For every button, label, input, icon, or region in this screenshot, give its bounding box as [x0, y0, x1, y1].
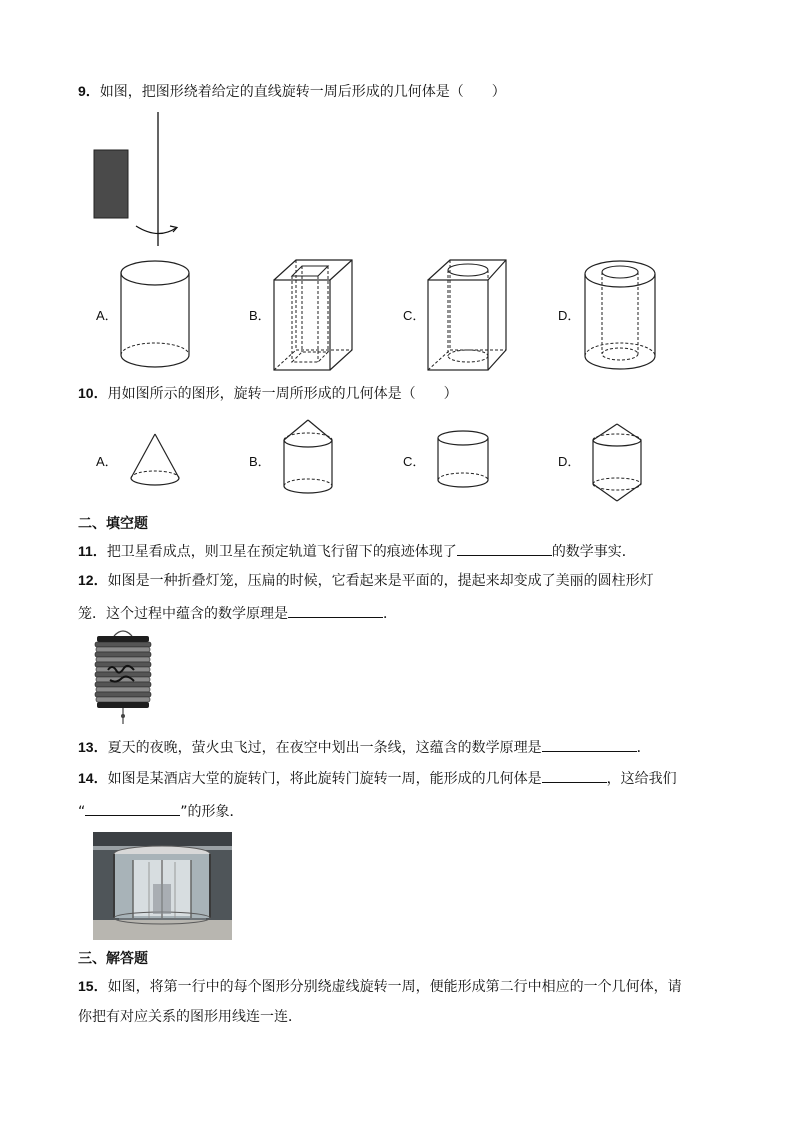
question-text-end: ． — [383, 606, 397, 622]
q10-option-d-double-cone-cylinder — [590, 422, 646, 504]
q9-option-d-hollow-cylinder — [582, 258, 662, 374]
question-text: 如图是某酒店大堂的旋转门，将此旋转门旋转一周，能形成的几何体是 — [107, 771, 542, 787]
answer-blank[interactable] — [457, 541, 552, 556]
folding-lantern-image — [92, 628, 154, 726]
q10-option-a-label: A． — [96, 454, 118, 469]
section-title-answer: 三、解答题 — [78, 951, 148, 967]
q9-option-b-box-with-hole — [272, 258, 356, 374]
question-text: 如图，把图形绕着给定的直线旋转一周后形成的几何体是（ ） — [99, 84, 506, 100]
question-number: 15． — [78, 978, 108, 994]
question-text: 你把有对应关系的图形用线连一连． — [78, 1009, 302, 1025]
answer-blank[interactable] — [542, 768, 607, 783]
question-number: 11． — [78, 543, 107, 559]
question-15-line-2 — [78, 1008, 302, 1026]
q9-option-b-label: B． — [249, 308, 271, 323]
q9-option-a-label: A． — [96, 308, 118, 323]
answer-blank[interactable] — [85, 801, 180, 816]
question-number: 10． — [78, 385, 108, 401]
question-number: 14． — [78, 770, 108, 786]
quote-open: “ — [78, 804, 86, 820]
answer-blank[interactable] — [542, 737, 637, 752]
question-10 — [78, 384, 458, 403]
question-text: 如图，将第一行中的每个图形分别绕虚线旋转一周，便能形成第二行中相应的一个几何体，请 — [107, 979, 682, 995]
question-text-mid: ，这给我们 — [606, 771, 677, 787]
question-13 — [78, 737, 651, 757]
question-11 — [78, 541, 636, 561]
question-number: 12． — [78, 572, 108, 588]
q9-option-c-label: C． — [403, 308, 426, 323]
question-14-line-2 — [78, 801, 244, 821]
question-text-end: ． — [636, 740, 651, 756]
question-text: 夏天的夜晚，萤火虫飞过，在夜空中划出一条线，这蕴含的数学原理是 — [107, 740, 542, 756]
q10-option-b-cone-on-cylinder — [282, 418, 336, 498]
question-text: 用如图所示的图形，旋转一周所形成的几何体是（ ） — [107, 386, 458, 402]
q10-option-c-cylinder — [436, 428, 492, 492]
revolving-door-photo — [93, 832, 232, 940]
question-text: 笼．这个过程中蕴含的数学原理是 — [78, 606, 288, 622]
question-9 — [78, 82, 506, 101]
q10-option-d-label: D． — [558, 454, 581, 469]
question-text-end: ”的形象． — [180, 804, 244, 820]
question-text: 把卫星看成点，则卫星在预定轨道飞行留下的痕迹体现了 — [106, 544, 457, 560]
q10-option-c-label: C． — [403, 454, 426, 469]
question-15-line-1 — [78, 977, 682, 996]
question-12-line-1 — [78, 571, 654, 590]
section-title-fill-blank: 二、填空题 — [78, 516, 148, 532]
q9-option-d-label: D． — [558, 308, 581, 323]
answer-blank[interactable] — [288, 603, 383, 618]
question-text-end: 的数学事实． — [551, 544, 636, 560]
question-14-line-1 — [78, 768, 677, 788]
question-text: 如图是一种折叠灯笼，压扁的时候，它看起来是平面的，提起来却变成了美丽的圆柱形灯 — [107, 573, 654, 589]
q9-figure-rectangle-axis — [88, 110, 188, 250]
q9-option-a-cylinder — [118, 258, 194, 372]
q10-option-a-cone — [128, 432, 182, 490]
shaded-rectangle — [94, 150, 128, 218]
question-number: 9． — [78, 83, 100, 99]
question-12-line-2 — [78, 603, 397, 623]
question-number: 13． — [78, 739, 108, 755]
rotation-arrow — [136, 226, 176, 234]
q9-option-c-box-with-cylinder-hole — [426, 258, 510, 374]
q10-option-b-label: B． — [249, 454, 271, 469]
